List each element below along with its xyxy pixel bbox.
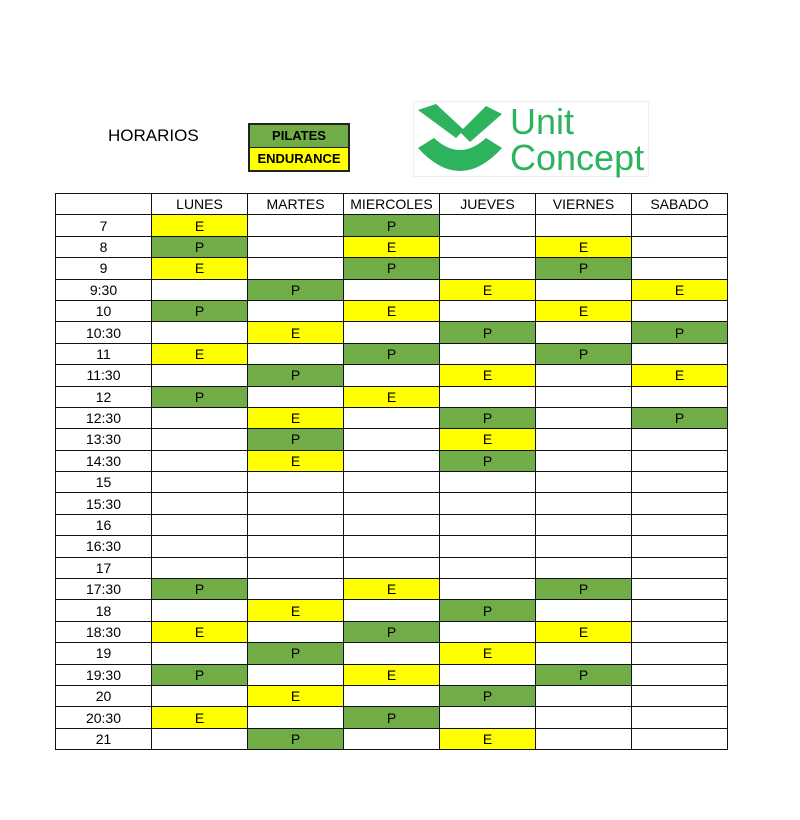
class-cell: P (440, 407, 536, 428)
class-cell: E (248, 450, 344, 471)
class-cell: P (536, 343, 632, 364)
class-cell (248, 215, 344, 236)
class-cell (536, 707, 632, 728)
class-cell: P (440, 450, 536, 471)
column-header: SABADO (632, 194, 728, 215)
class-cell (344, 600, 440, 621)
class-cell (152, 493, 248, 514)
class-cell: P (248, 643, 344, 664)
class-cell: E (344, 386, 440, 407)
table-row (56, 600, 728, 621)
class-cell: P (536, 258, 632, 279)
class-cell (152, 728, 248, 749)
class-cell (248, 472, 344, 493)
table-row (56, 621, 728, 642)
class-cell (440, 579, 536, 600)
class-cell (632, 215, 728, 236)
class-cell (632, 493, 728, 514)
class-cell (440, 707, 536, 728)
class-cell (440, 300, 536, 321)
table-row (56, 685, 728, 706)
class-cell (440, 472, 536, 493)
table-row (56, 472, 728, 493)
class-cell: P (152, 300, 248, 321)
table-row (56, 493, 728, 514)
class-cell (152, 279, 248, 300)
class-cell (536, 322, 632, 343)
logo-mark-icon (416, 104, 506, 174)
class-cell: E (344, 300, 440, 321)
time-cell: 11 (56, 343, 152, 364)
time-cell: 12:30 (56, 407, 152, 428)
class-cell (536, 215, 632, 236)
class-cell: E (440, 728, 536, 749)
column-header (56, 194, 152, 215)
table-row (56, 300, 728, 321)
class-cell (440, 514, 536, 535)
class-cell (536, 279, 632, 300)
table-row (56, 536, 728, 557)
class-cell: E (536, 236, 632, 257)
legend-endurance: ENDURANCE (250, 148, 348, 170)
class-cell (248, 514, 344, 535)
class-cell: E (152, 258, 248, 279)
column-header: MARTES (248, 194, 344, 215)
table-row (56, 579, 728, 600)
class-cell (536, 728, 632, 749)
class-cell: E (440, 643, 536, 664)
class-cell (536, 386, 632, 407)
page-title: HORARIOS (108, 126, 199, 145)
class-cell (440, 621, 536, 642)
class-cell: P (632, 407, 728, 428)
class-cell (248, 258, 344, 279)
class-cell: E (440, 279, 536, 300)
time-cell: 10:30 (56, 322, 152, 343)
time-cell: 8 (56, 236, 152, 257)
class-cell (632, 258, 728, 279)
class-cell (152, 429, 248, 450)
class-cell (344, 557, 440, 578)
class-cell (536, 472, 632, 493)
class-cell (248, 664, 344, 685)
class-cell (344, 643, 440, 664)
class-cell (152, 557, 248, 578)
legend (248, 123, 350, 172)
class-cell (536, 429, 632, 450)
time-cell: 20:30 (56, 707, 152, 728)
time-cell: 20 (56, 685, 152, 706)
class-cell: P (344, 215, 440, 236)
class-cell (248, 536, 344, 557)
class-cell: E (632, 365, 728, 386)
class-cell: E (632, 279, 728, 300)
table-row (56, 322, 728, 343)
class-cell: E (152, 343, 248, 364)
table-row (56, 643, 728, 664)
schedule-table (55, 193, 728, 750)
class-cell: E (248, 407, 344, 428)
time-cell: 14:30 (56, 450, 152, 471)
time-cell: 19:30 (56, 664, 152, 685)
logo-text-unit: Unit (510, 101, 575, 142)
class-cell (440, 236, 536, 257)
class-cell (344, 279, 440, 300)
class-cell: E (152, 707, 248, 728)
class-cell (632, 621, 728, 642)
column-header: VIERNES (536, 194, 632, 215)
legend-pilates: PILATES (250, 125, 348, 148)
class-cell: E (248, 600, 344, 621)
class-cell (152, 536, 248, 557)
class-cell (152, 643, 248, 664)
class-cell: P (344, 621, 440, 642)
class-cell (344, 450, 440, 471)
class-cell (536, 685, 632, 706)
time-cell: 7 (56, 215, 152, 236)
time-cell: 15:30 (56, 493, 152, 514)
class-cell (440, 536, 536, 557)
class-cell (248, 557, 344, 578)
class-cell (440, 215, 536, 236)
class-cell (248, 493, 344, 514)
table-row (56, 707, 728, 728)
class-cell: E (344, 579, 440, 600)
class-cell: P (152, 664, 248, 685)
class-cell: E (536, 621, 632, 642)
class-cell: P (344, 707, 440, 728)
class-cell (632, 707, 728, 728)
class-cell (440, 493, 536, 514)
class-cell (152, 685, 248, 706)
time-cell: 9:30 (56, 279, 152, 300)
table-row (56, 279, 728, 300)
class-cell (344, 365, 440, 386)
table-row (56, 215, 728, 236)
class-cell: P (152, 236, 248, 257)
table-row (56, 429, 728, 450)
class-cell (248, 236, 344, 257)
table-row (56, 258, 728, 279)
class-cell (344, 472, 440, 493)
table-row (56, 236, 728, 257)
class-cell: E (248, 322, 344, 343)
unit-concept-logo (413, 101, 649, 177)
class-cell (632, 343, 728, 364)
table-row (56, 450, 728, 471)
class-cell (632, 236, 728, 257)
class-cell (536, 536, 632, 557)
class-cell: E (152, 215, 248, 236)
time-cell: 18:30 (56, 621, 152, 642)
class-cell: P (344, 258, 440, 279)
time-cell: 16 (56, 514, 152, 535)
class-cell (344, 685, 440, 706)
class-cell (248, 621, 344, 642)
class-cell (440, 557, 536, 578)
class-cell (152, 600, 248, 621)
class-cell (440, 386, 536, 407)
class-cell: P (248, 279, 344, 300)
class-cell (248, 343, 344, 364)
class-cell (344, 514, 440, 535)
time-cell: 15 (56, 472, 152, 493)
class-cell (632, 600, 728, 621)
table-row (56, 728, 728, 749)
table-row (56, 557, 728, 578)
class-cell: E (440, 429, 536, 450)
class-cell (632, 514, 728, 535)
class-cell (536, 407, 632, 428)
class-cell: P (248, 429, 344, 450)
class-cell (344, 493, 440, 514)
class-cell (632, 579, 728, 600)
class-cell (344, 728, 440, 749)
time-cell: 13:30 (56, 429, 152, 450)
class-cell (152, 514, 248, 535)
class-cell: P (248, 728, 344, 749)
class-cell: P (440, 600, 536, 621)
class-cell (152, 365, 248, 386)
time-cell: 10 (56, 300, 152, 321)
class-cell: P (440, 322, 536, 343)
class-cell (248, 300, 344, 321)
class-cell: E (152, 621, 248, 642)
class-cell: P (536, 664, 632, 685)
class-cell (632, 728, 728, 749)
class-cell: E (440, 365, 536, 386)
table-row (56, 386, 728, 407)
column-header: MIERCOLES (344, 194, 440, 215)
class-cell (536, 514, 632, 535)
class-cell (152, 450, 248, 471)
class-cell: E (344, 236, 440, 257)
class-cell (440, 664, 536, 685)
time-cell: 18 (56, 600, 152, 621)
class-cell (536, 557, 632, 578)
column-header: LUNES (152, 194, 248, 215)
table-row (56, 343, 728, 364)
class-cell: P (152, 386, 248, 407)
class-cell (536, 643, 632, 664)
class-cell (632, 472, 728, 493)
class-cell (632, 429, 728, 450)
class-cell (440, 343, 536, 364)
class-cell (632, 386, 728, 407)
time-cell: 17:30 (56, 579, 152, 600)
time-cell: 11:30 (56, 365, 152, 386)
class-cell: P (536, 579, 632, 600)
class-cell (632, 664, 728, 685)
class-cell (344, 407, 440, 428)
logo-text-concept: Concept (510, 137, 645, 178)
class-cell: E (248, 685, 344, 706)
class-cell: E (536, 300, 632, 321)
table-row (56, 664, 728, 685)
class-cell (536, 365, 632, 386)
class-cell (536, 493, 632, 514)
class-cell: P (344, 343, 440, 364)
class-cell (440, 258, 536, 279)
class-cell: E (344, 664, 440, 685)
header-row (56, 194, 728, 215)
class-cell (632, 450, 728, 471)
class-cell (344, 536, 440, 557)
class-cell (632, 685, 728, 706)
class-cell (344, 322, 440, 343)
time-cell: 21 (56, 728, 152, 749)
time-cell: 16:30 (56, 536, 152, 557)
class-cell (152, 322, 248, 343)
class-cell (536, 600, 632, 621)
class-cell (632, 536, 728, 557)
class-cell: P (632, 322, 728, 343)
class-cell (632, 300, 728, 321)
class-cell (248, 386, 344, 407)
class-cell (344, 429, 440, 450)
class-cell (152, 472, 248, 493)
time-cell: 12 (56, 386, 152, 407)
class-cell (152, 407, 248, 428)
class-cell (248, 707, 344, 728)
class-cell (248, 579, 344, 600)
class-cell: P (248, 365, 344, 386)
class-cell: P (440, 685, 536, 706)
class-cell (536, 450, 632, 471)
time-cell: 19 (56, 643, 152, 664)
class-cell (632, 557, 728, 578)
class-cell (632, 643, 728, 664)
table-row (56, 514, 728, 535)
table-row (56, 407, 728, 428)
column-header: JUEVES (440, 194, 536, 215)
table-row (56, 365, 728, 386)
class-cell: P (152, 579, 248, 600)
time-cell: 17 (56, 557, 152, 578)
time-cell: 9 (56, 258, 152, 279)
